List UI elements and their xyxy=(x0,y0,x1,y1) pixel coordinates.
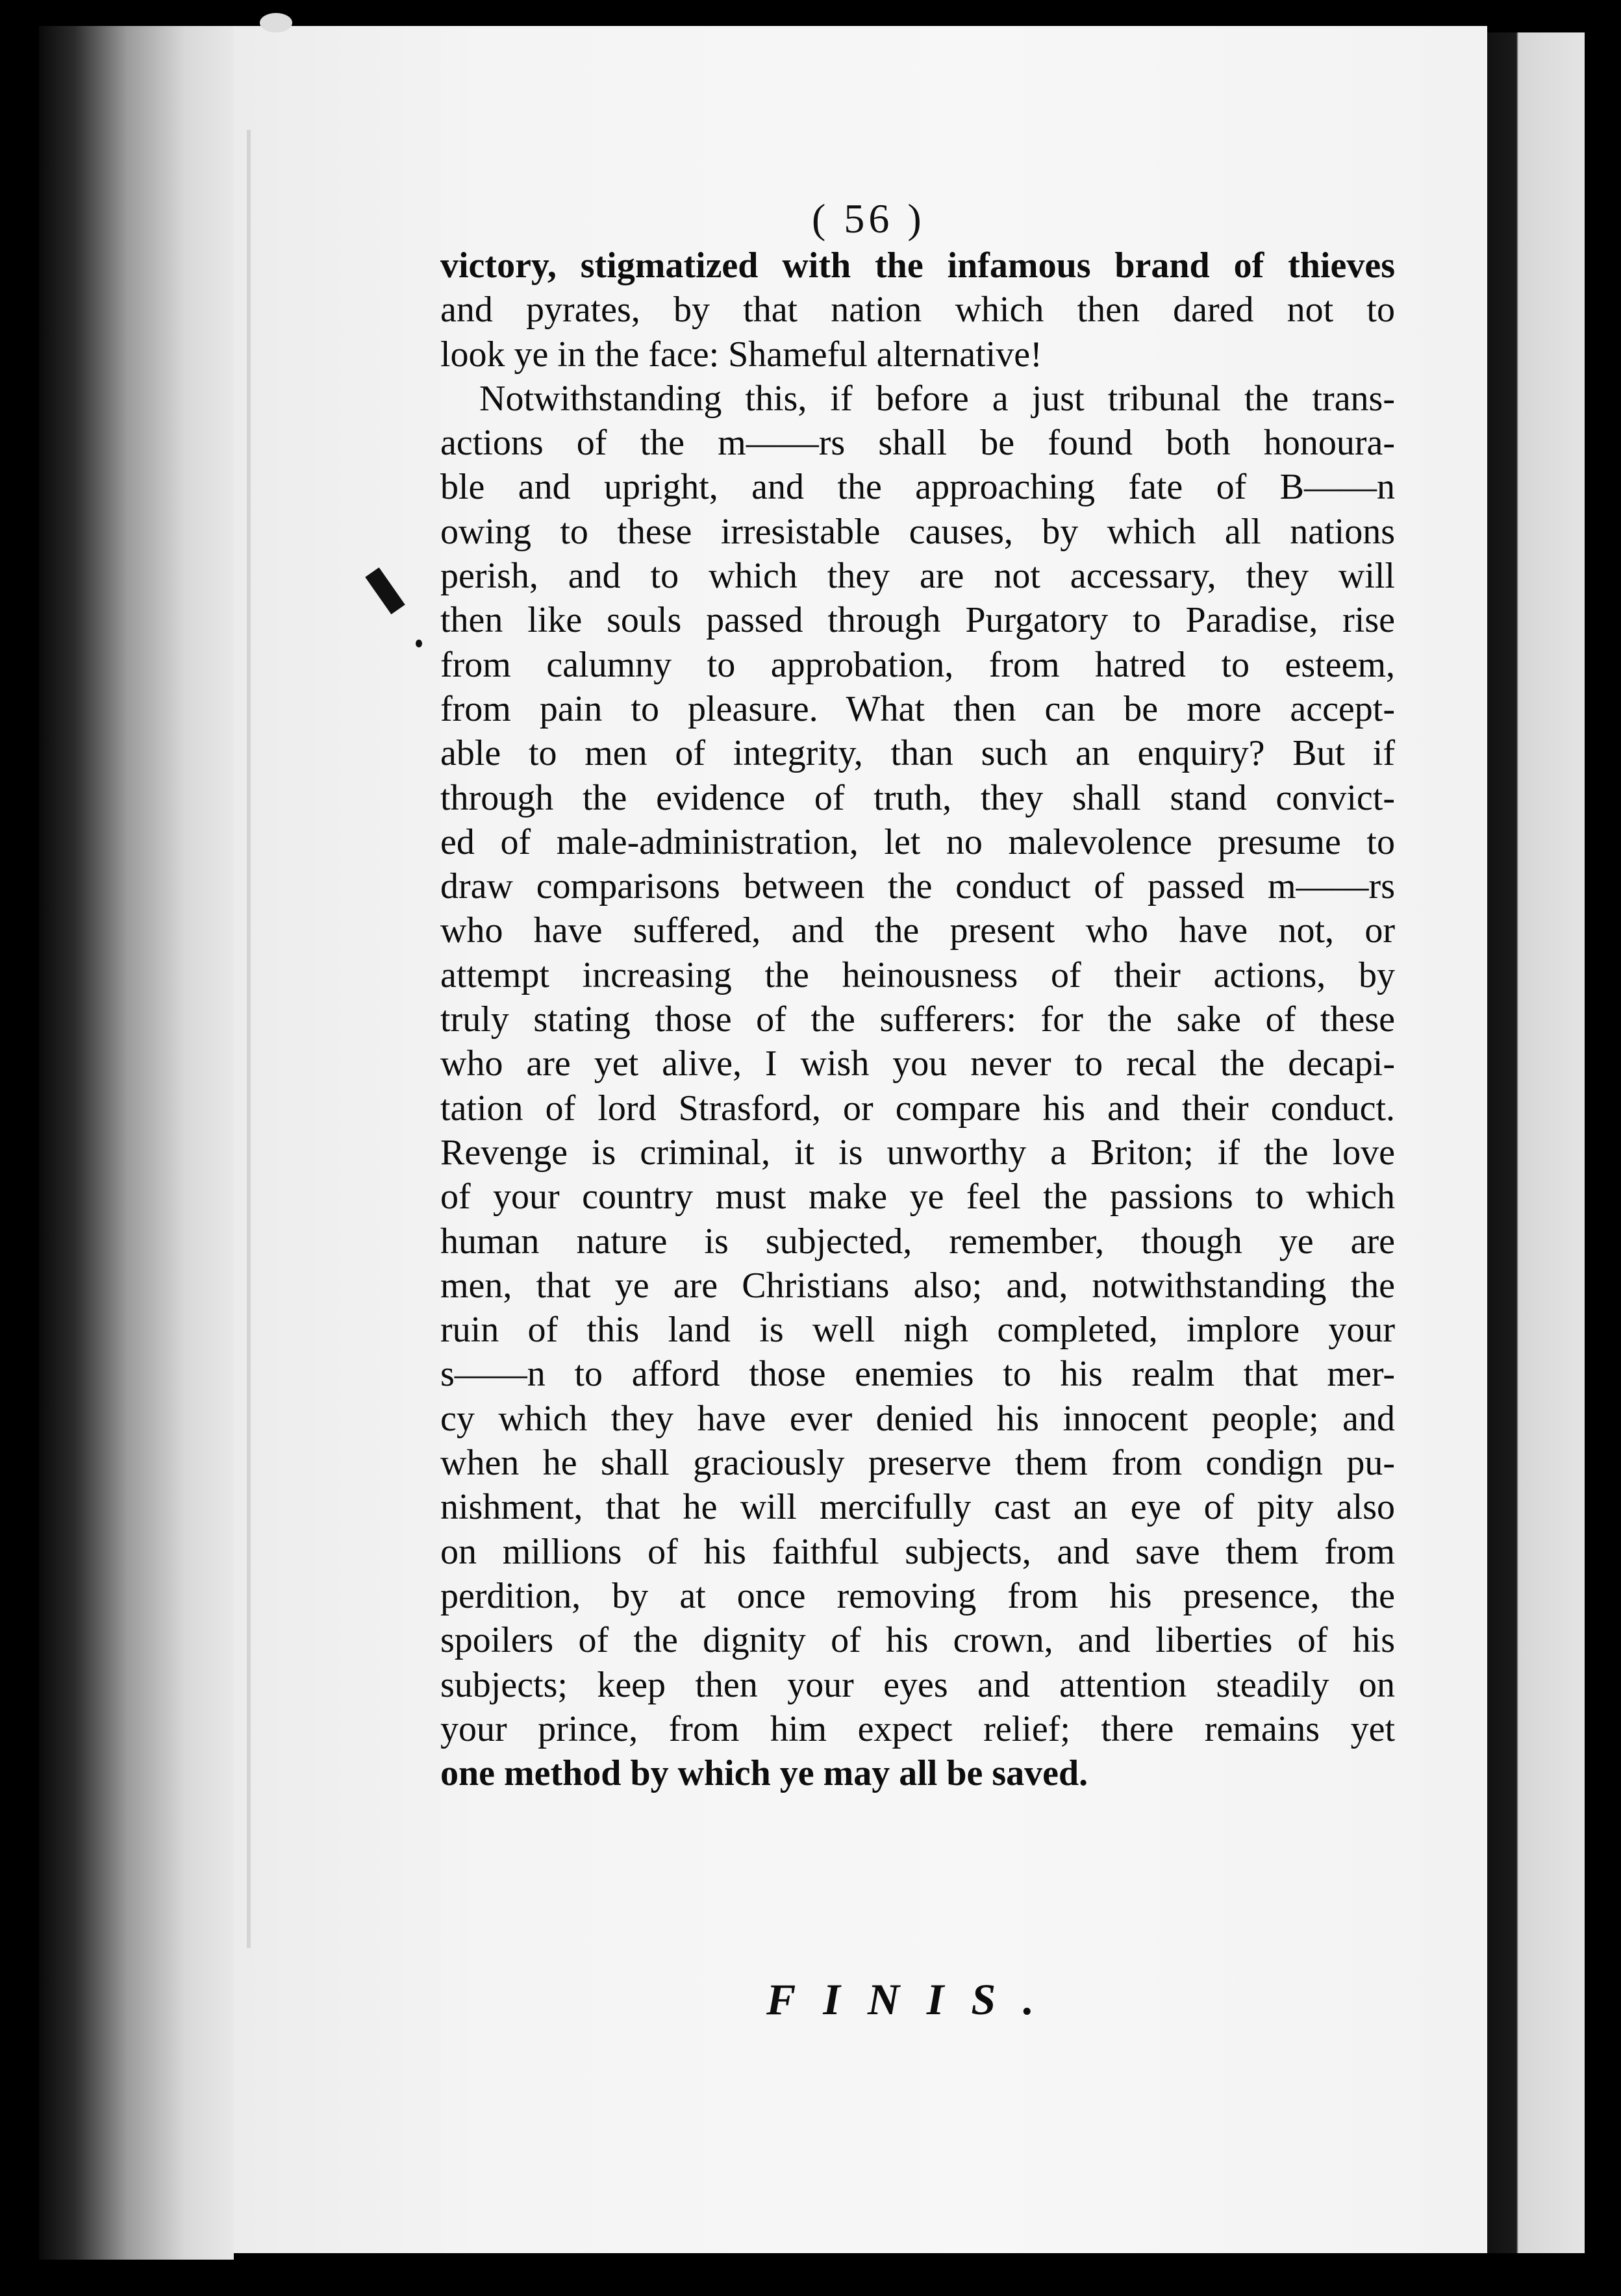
text-line: s——n to afford those enemies to his realm that mer- xyxy=(440,1354,1395,1395)
ink-dot xyxy=(416,640,422,647)
text-line: owing to these irresistable causes, by which all nations xyxy=(440,511,1395,552)
text-line: Revenge is criminal, it is unworthy a Briton; if the love xyxy=(440,1132,1395,1173)
text-line: actions of the m——rs shall be found both honoura- xyxy=(440,423,1395,464)
text-line: draw comparisons between the conduct of passed m——rs xyxy=(440,866,1395,907)
text-line: subjects; keep then your eyes and attention steadily on xyxy=(440,1664,1395,1705)
text-line: men, that ye are Christians also; and, notwithstanding the xyxy=(440,1265,1395,1306)
text-line: from calumny to approbation, from hatred to esteem, xyxy=(440,644,1395,685)
text-line: who have suffered, and the present who have not, or xyxy=(440,910,1395,951)
text-line: truly stating those of the sufferers: for the sake of these xyxy=(440,999,1395,1040)
text-line: one method by which ye may all be saved. xyxy=(440,1753,1088,1794)
paper-blemish xyxy=(260,13,292,32)
text-line: tation of lord Strasford, or compare his and their conduct. xyxy=(440,1088,1395,1129)
text-line: of your country must make ye feel the passions to which xyxy=(440,1177,1395,1217)
text-line: spoilers of the dignity of his crown, and liberties of his xyxy=(440,1620,1395,1661)
text-line: ed of male-administration, let no malevolence presume to xyxy=(440,821,1395,862)
book-gutter xyxy=(39,26,234,2260)
text-line: through the evidence of truth, they shall stand convict- xyxy=(440,777,1395,818)
facing-page-edge xyxy=(1487,32,1585,2253)
text-line: from pain to pleasure. What then can be more accept- xyxy=(440,688,1395,729)
page-fold-shadow xyxy=(247,130,251,1948)
page-number: ( 56 ) xyxy=(812,195,925,242)
text-line: then like souls passed through Purgatory to Paradise, rise xyxy=(440,600,1395,641)
text-line: ruin of this land is well nigh completed, implore your xyxy=(440,1310,1395,1351)
text-line: Notwithstanding this, if before a just tribunal the trans- xyxy=(479,378,1395,419)
text-line: attempt increasing the heinousness of their actions, by xyxy=(440,955,1395,995)
text-line: able to men of integrity, than such an enquiry? But if xyxy=(440,733,1395,774)
text-line: victory, stigmatized with the infamous brand of thieves xyxy=(440,245,1395,286)
text-line: when he shall graciously preserve them from condign pu- xyxy=(440,1443,1395,1484)
text-line: perdition, by at once removing from his presence, the xyxy=(440,1575,1395,1616)
text-line: human nature is subjected, remember, though ye are xyxy=(440,1221,1395,1262)
text-line: cy which they have ever denied his innocent people; and xyxy=(440,1398,1395,1439)
text-line: ble and upright, and the approaching fate of B——n xyxy=(440,467,1395,508)
text-line: and pyrates, by that nation which then dared not to xyxy=(440,290,1395,331)
text-line: on millions of his faithful subjects, and save them from xyxy=(440,1531,1395,1572)
text-line: nishment, that he will mercifully cast an eye of pity also xyxy=(440,1487,1395,1528)
text-line: who are yet alive, I wish you never to recal the decapi- xyxy=(440,1043,1395,1084)
text-line: perish, and to which they are not accessary, they will xyxy=(440,556,1395,597)
text-line: look ye in the face: Shameful alternative! xyxy=(440,334,1042,375)
text-line: your prince, from him expect relief; there remains yet xyxy=(440,1708,1395,1749)
body-text xyxy=(440,243,1395,1795)
finis-ending: FINIS. xyxy=(766,1975,1062,2024)
